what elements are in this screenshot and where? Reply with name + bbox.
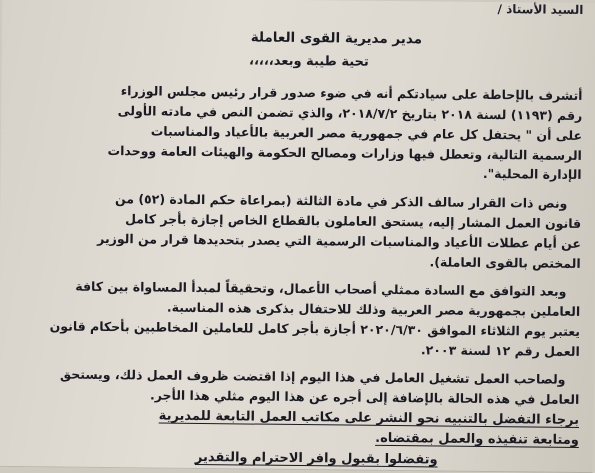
greeting: تحية طيبة وبعد،،،،، [248, 53, 369, 70]
body-line: قانون العمل المشار إليه، يستحق العاملون بالقطاع الخاص إجازة بأجر كامل [125, 211, 582, 231]
page-fold-line [0, 466, 593, 473]
body-line: العاملين بجمهورية مصر العربية وذلك للاحتفال بذكرى هذه المناسبة. [166, 299, 581, 319]
publication-instruction: برجاء التفضل بالتنبيه نحو النشر على مكاتب العمل التابعة للمديرية [158, 408, 580, 428]
body-line: المختص بالقوى العاملة). [429, 254, 581, 271]
body-line: يعتبر يوم الثلاثاء الموافق ٢٠٢٠/٦/٣٠ أجازة بأجر كامل للعاملين المخاطبين بأحكام قانون [49, 318, 581, 339]
body-line: العامل في هذه الحالة بالإضافة إلى أجره عن هذا اليوم مثلي هذا الأجر. [149, 387, 580, 407]
letter-body [2, 0, 595, 468]
body-line: ونص ذات القرار سالف الذكر في مادة الثالثة (بمراعاة حكم المادة (٥٢) من [114, 191, 568, 211]
body-line: على أن " يحتفل كل عام في جمهورية مصر العربية بالأعياد والمناسبات [150, 123, 583, 143]
body-line: ولصاحب العمل تشغيل العامل في هذا اليوم إذا اقتضت ظروف العمل ذلك، ويستحق [59, 366, 566, 387]
follow-up-instruction: ومتابعة تنفيذه والعمل بمقتضاه. [375, 430, 579, 448]
body-line: العمل رقم ١٢ لسنة ٢٠٠٣. [420, 342, 580, 359]
addressee-line: السيد الأستاذ / [497, 2, 584, 17]
body-line: وبعد التوافق مع السادة ممثلي أصحاب الأعمال، وتحقيقاً لمبدأ المساواة بين كافة [75, 278, 567, 299]
closing-regards: وتفضلوا بقبول وافر الاحترام والتقدير [194, 449, 438, 468]
body-line: الإدارة المحلية". [482, 165, 582, 182]
body-line: رقم (١١٩٣) لسنة ٢٠١٨ بتاريخ ٢٠١٨/٧/٢، والذي تضمن النص في مادته الأولى [117, 103, 583, 123]
body-line: عن أيام عطلات الأعياد والمناسبات الرسمية التي يصدر بتحديدها قرار من الوزير [97, 230, 582, 251]
body-line: أتشرف بالإحاطة على سيادتكم أنه في ضوء صدور قرار رئيس مجلس الوزراء [120, 83, 583, 103]
recipient-title: مدير مديرية القوى العاملة [250, 29, 423, 48]
body-line: الرسمية التالية، وتعطل فيها وزارات ومصالح الحكومة والهيئات العامة ووحدات [107, 143, 582, 163]
